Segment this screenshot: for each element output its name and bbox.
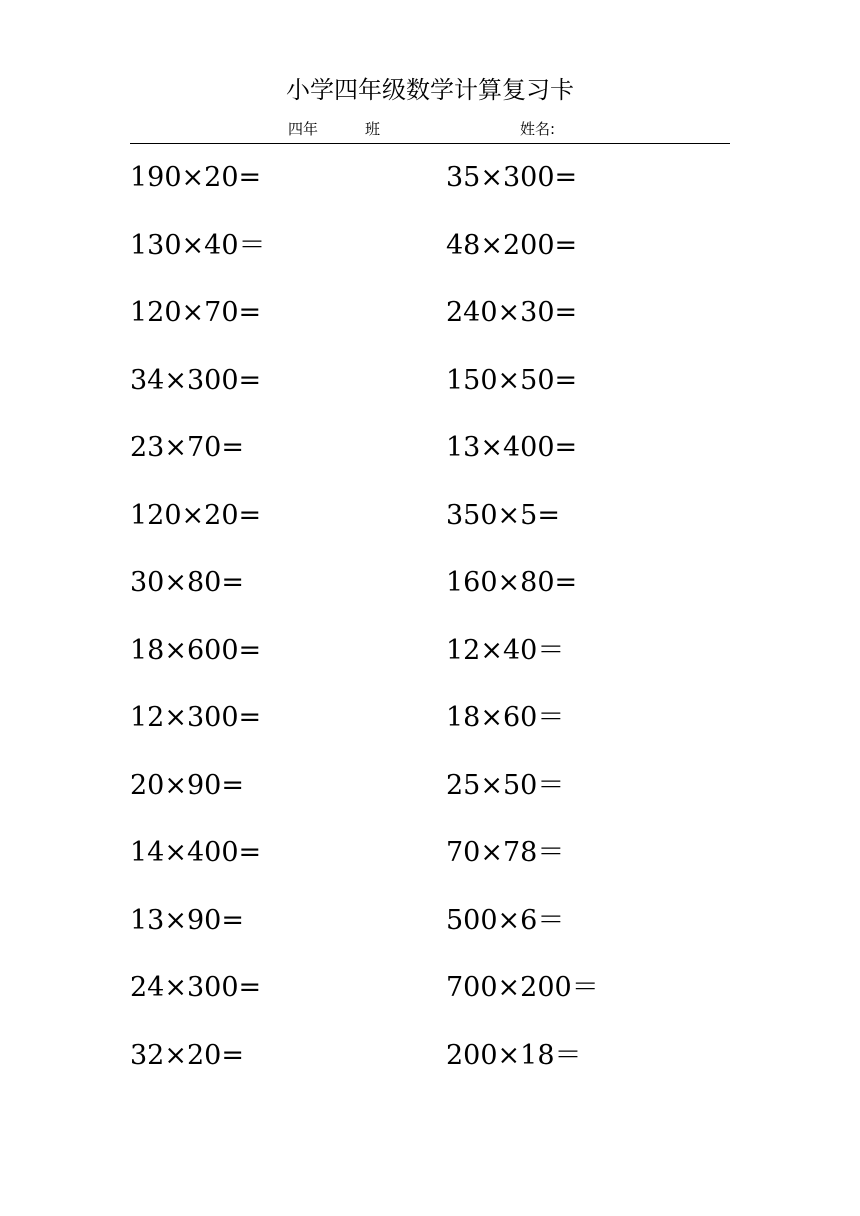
problem-list (130, 158, 730, 1103)
problem-item: 35×300= (446, 162, 578, 193)
problem-item: 34×300= (130, 364, 262, 396)
problem-item: 23×70= (130, 432, 244, 463)
problem-item: 14×400= (130, 837, 262, 868)
header-divider (130, 143, 730, 144)
problem-item: 13×400= (446, 432, 578, 463)
problem-item: 30×80= (130, 567, 244, 598)
problem-item: 13×90= (130, 904, 244, 936)
problem-item: 18×600= (130, 634, 262, 666)
problem-item: 48×200= (446, 229, 578, 261)
problem-item: 18×60＝ (446, 702, 565, 733)
problem-item: 25×50＝ (446, 769, 565, 801)
problem-item: 500×6＝ (446, 904, 565, 936)
problem-item: 350×5= (446, 499, 560, 531)
class-label: 班 (365, 120, 381, 138)
problem-item: 120×20= (130, 499, 262, 531)
grade-label: 四年 (288, 120, 319, 138)
problem-item: 12×300= (130, 702, 262, 733)
problem-item: 120×70= (130, 297, 262, 328)
problem-item: 160×80= (446, 567, 578, 598)
problem-item: 32×20= (130, 1039, 244, 1071)
problem-item: 130×40＝ (130, 229, 266, 261)
problem-item: 200×18＝ (446, 1039, 582, 1071)
problem-item: 150×50= (446, 364, 578, 396)
page-title: 小学四年级数学计算复习卡 (286, 76, 574, 104)
problem-item: 700×200＝ (446, 972, 599, 1003)
problem-item: 20×90= (130, 769, 244, 801)
problem-item: 70×78＝ (446, 837, 565, 868)
problem-item: 190×20= (130, 162, 262, 193)
problem-item: 240×30= (446, 297, 578, 328)
problem-item: 12×40＝ (446, 634, 565, 666)
problem-item: 24×300= (130, 972, 262, 1003)
name-label: 姓名: (520, 120, 556, 138)
